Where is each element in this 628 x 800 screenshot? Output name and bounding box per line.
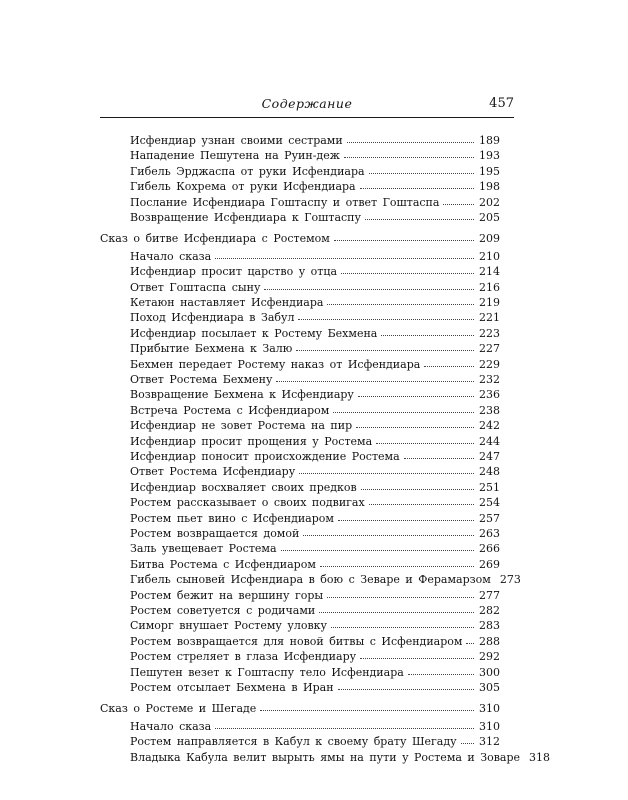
toc-entry	[130, 178, 500, 193]
toc-leader-dots	[404, 447, 474, 459]
toc-leader-dots	[215, 247, 474, 259]
toc-entry-title: Гибель Эрджаспа от руки Исфендиара	[130, 164, 365, 178]
toc-entry-title: Ростем отсылает Бехмена в Иран	[130, 681, 334, 694]
toc-leader-dots	[461, 732, 474, 744]
toc-entry-title: Битва Ростема с Исфендиаром	[130, 557, 316, 571]
toc-entry	[130, 340, 500, 355]
toc-entry-title: Возвращение Исфендиара к Гоштаспу	[130, 211, 361, 224]
toc-leader-dots	[320, 555, 474, 567]
toc-entry	[130, 309, 500, 324]
toc-page-number: 318	[529, 750, 551, 764]
toc-entry	[130, 294, 500, 309]
toc-leader-dots	[298, 308, 474, 320]
toc-page-number: 305	[479, 681, 500, 694]
toc-entry-title: Исфендиар узнан своими сестрами	[130, 134, 343, 147]
toc-entry-title: Бехмен передает Ростему наказ от Исфендиара	[130, 357, 421, 371]
toc-page-number: 221	[479, 311, 500, 325]
toc-page-number: 247	[479, 450, 500, 463]
toc-entry-title: Владыка Кабула велит вырыть ямы на пути у Ростема и Зоваре	[130, 750, 521, 764]
toc-leader-dots	[360, 647, 474, 659]
toc-leader-dots	[338, 509, 474, 521]
toc-entry-title: Сказ о битве Исфендиара с Ростемом	[100, 232, 330, 246]
toc-page-number: 205	[479, 211, 500, 224]
toc-entry-title: Ростем рассказывает о своих подвигах	[130, 496, 365, 510]
toc-page-number: 292	[479, 650, 500, 664]
toc-section	[100, 700, 500, 715]
toc-entry	[130, 494, 500, 509]
toc-page-number: 229	[479, 357, 500, 371]
toc-entry	[130, 402, 500, 417]
toc-entry-title: Ростем возвращается для новой битвы с Исфендиаром	[130, 634, 463, 648]
toc-leader-dots	[341, 262, 474, 274]
toc-page-number: 227	[479, 342, 500, 356]
toc-leader-dots	[264, 278, 474, 290]
toc-entry	[130, 479, 500, 494]
toc-page-number: 263	[479, 527, 500, 540]
toc-page-number: 266	[479, 542, 500, 556]
toc-entry	[130, 433, 500, 448]
toc-page-number: 283	[479, 619, 500, 633]
toc-entry	[130, 356, 500, 371]
toc-entry	[130, 417, 500, 432]
toc-leader-dots	[360, 177, 474, 189]
toc-entry-title: Ростем пьет вино с Исфендиаром	[130, 511, 334, 525]
toc-entry	[130, 263, 500, 278]
toc-page-number: 254	[479, 496, 500, 510]
toc-entry-title: Исфендиар поносит происхождение Ростема	[130, 450, 400, 463]
toc-entry	[130, 248, 500, 263]
toc-page-number: 251	[479, 480, 500, 494]
toc-leader-dots	[443, 193, 474, 205]
toc-entry-title: Прибытие Бехмена к Залю	[130, 342, 293, 356]
toc-leader-dots	[299, 462, 474, 474]
toc-entry-title: Заль увещевает Ростема	[130, 542, 277, 556]
toc-entry-title: Кетаюн наставляет Исфендиара	[130, 296, 324, 309]
toc-entry	[130, 633, 500, 648]
toc-entry-title: Сказ о Ростеме и Шегаде	[100, 702, 257, 716]
toc-entry-title: Ростем стреляет в глаза Исфендиару	[130, 650, 357, 664]
toc-page-number: 282	[479, 604, 500, 617]
toc-entry-title: Ростем бежит на вершину горы	[130, 588, 324, 602]
toc-entry-title: Ростем направляется в Кабул к своему брату Шегаду	[130, 735, 457, 749]
toc-leader-dots	[358, 385, 474, 397]
toc-entry	[130, 556, 500, 571]
toc-page-number: 219	[479, 296, 500, 309]
toc-page-number: 310	[479, 719, 500, 733]
toc-leader-dots	[303, 524, 474, 536]
toc-leader-dots	[361, 478, 474, 490]
toc-leader-dots	[281, 539, 474, 551]
toc-entry	[130, 386, 500, 401]
toc-leader-dots	[347, 131, 474, 143]
toc-entry-title: Послание Исфендиара Гоштаспу и ответ Гоштаспа	[130, 195, 440, 209]
toc-entry-title: Ростем советуется с родичами	[130, 604, 316, 617]
toc-page-number: 242	[479, 419, 500, 433]
toc-leader-dots	[344, 146, 474, 158]
toc-entry	[130, 587, 500, 602]
toc-leader-dots	[319, 601, 474, 613]
header-page-number: 457	[489, 96, 514, 111]
toc-leader-dots	[276, 370, 474, 382]
toc-entry	[130, 749, 551, 764]
toc-entry-title: Ростем возвращается домой	[130, 527, 300, 540]
toc-leader-dots	[466, 632, 474, 644]
toc-leader-dots	[338, 678, 474, 690]
toc-leader-dots	[369, 162, 474, 174]
toc-entry-title: Исфендиар не зовет Ростема на пир	[130, 419, 353, 433]
toc-page-number: 300	[479, 665, 500, 679]
toc-page-number: 257	[479, 511, 500, 525]
toc-page-number: 312	[479, 735, 500, 749]
toc-entry-title: Нападение Пешутена на Руин-деж	[130, 149, 340, 163]
toc-page-number: 216	[479, 280, 500, 294]
toc-page-number: 210	[479, 249, 500, 263]
toc-entry	[130, 325, 500, 340]
toc-entry-title: Ответ Ростема Исфендиару	[130, 465, 296, 479]
toc-entry-title: Пешутен везет к Гоштаспу тело Исфендиара	[130, 665, 404, 679]
toc-entry-title: Исфендиар восхваляет своих предков	[130, 480, 357, 494]
toc-entry	[130, 648, 500, 663]
toc-entry-title: Исфендиар посылает к Ростему Бехмена	[130, 326, 378, 340]
toc-leader-dots	[334, 229, 474, 241]
toc-page-number: 223	[479, 326, 500, 340]
toc-entry	[130, 510, 500, 525]
toc-entry-title: Исфендиар просит царство у отца	[130, 265, 338, 279]
toc-page-number: 273	[499, 573, 521, 587]
toc-page-number: 310	[479, 702, 500, 716]
toc-page-number: 288	[479, 634, 500, 648]
toc-entry-title: Начало сказа	[130, 719, 212, 733]
toc-entry	[130, 209, 500, 224]
toc-leader-dots	[376, 432, 474, 444]
toc-leader-dots	[215, 717, 474, 729]
toc-entry	[130, 602, 500, 617]
toc-entry	[130, 463, 500, 478]
toc-page-number: 189	[479, 134, 500, 147]
toc-entry	[130, 733, 500, 748]
header-title: Содержание	[261, 96, 353, 111]
toc-leader-dots	[424, 355, 474, 367]
toc-page-number: 232	[479, 373, 500, 386]
toc-entry	[130, 279, 500, 294]
toc-page-number: 209	[479, 232, 500, 246]
toc-page-number: 193	[479, 149, 500, 163]
toc-leader-dots	[408, 663, 474, 675]
toc-entry	[130, 679, 500, 694]
toc-entry	[130, 540, 500, 555]
toc-leader-dots	[331, 616, 474, 628]
toc-page-number: 244	[479, 434, 500, 448]
toc-entry-title: Начало сказа	[130, 249, 212, 263]
toc-entry	[130, 147, 500, 162]
toc-entry-title: Исфендиар просит прощения у Ростема	[130, 434, 373, 448]
toc-page-number: 277	[479, 588, 500, 602]
toc-leader-dots	[381, 324, 474, 336]
toc-page-number: 236	[479, 388, 500, 402]
toc-page-number: 248	[479, 465, 500, 479]
toc-entry-title: Симорг внушает Ростему уловку	[130, 619, 328, 633]
toc-entry-title: Ответ Гоштаспа сыну	[130, 280, 261, 294]
toc-entry	[130, 525, 500, 540]
toc-entry	[130, 371, 500, 386]
toc-page-number: 269	[479, 557, 500, 571]
toc-entry-title: Поход Исфендиара в Забул	[130, 311, 295, 325]
toc-page-number: 214	[479, 265, 500, 279]
toc-entry-title: Гибель Кохрема от руки Исфендиара	[130, 180, 356, 194]
toc-entry-title: Ответ Ростема Бехмену	[130, 373, 273, 386]
toc-entry	[130, 448, 500, 463]
toc-leader-dots	[365, 208, 474, 220]
toc-page-number: 195	[479, 164, 500, 178]
toc-entry	[130, 617, 500, 632]
toc-entry	[130, 132, 500, 147]
toc-entry-title: Гибель сыновей Исфендиара в бою с Зеваре и Ферамарзом	[130, 573, 491, 587]
toc-entry-title: Возвращение Бехмена к Исфендиару	[130, 388, 354, 402]
toc-leader-dots	[327, 586, 474, 598]
toc-entry	[130, 163, 500, 178]
toc-page-number: 202	[479, 195, 500, 209]
toc-entry	[130, 664, 500, 679]
toc-leader-dots	[260, 699, 474, 711]
toc-entry-title: Встреча Ростема с Исфендиаром	[130, 403, 330, 417]
toc-leader-dots	[327, 293, 474, 305]
toc-page-number: 238	[479, 403, 500, 417]
toc-entry	[130, 718, 500, 733]
toc-leader-dots	[369, 493, 474, 505]
toc-leader-dots	[296, 339, 474, 351]
toc-entry	[130, 571, 521, 587]
toc-leader-dots	[356, 416, 474, 428]
toc-section	[100, 230, 500, 245]
toc-leader-dots	[333, 401, 474, 413]
toc-page-number: 198	[479, 180, 500, 194]
toc-entry	[130, 194, 500, 209]
